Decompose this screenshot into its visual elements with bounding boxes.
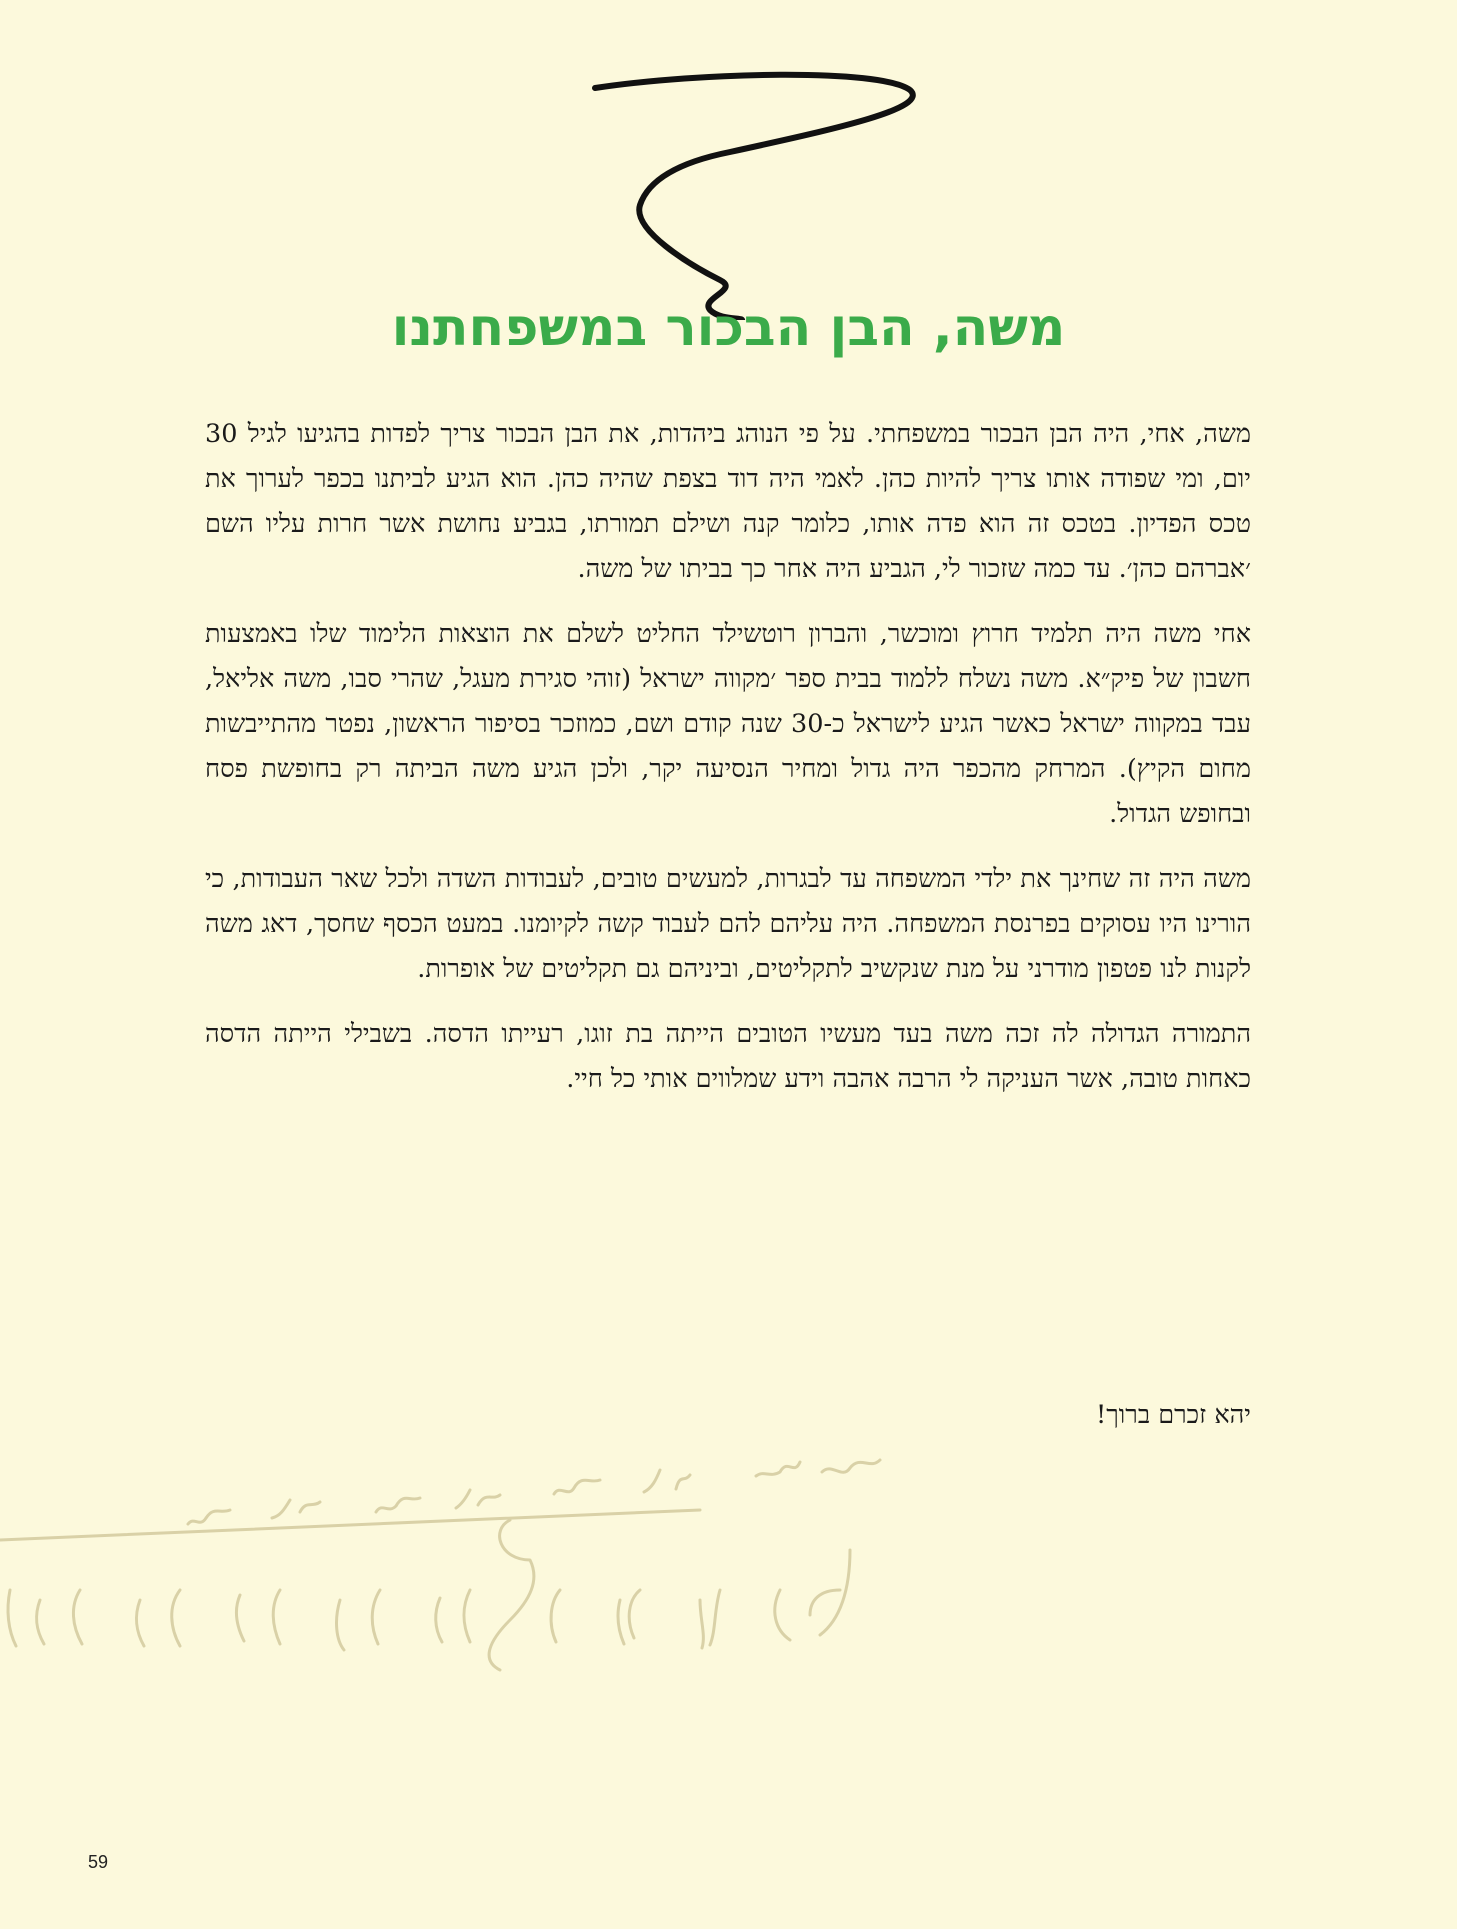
handwritten-dedication-image: [0, 1440, 920, 1760]
paragraph-4: התמורה הגדולה לה זכה משה בעד מעשיו הטובים הייתה בת זוגו, רעייתו הדסה. בשבילי הייתה הדסה כאחות טובה, אשר העניקה לי הרבה אהבה וידע שמלווים אותי כל חיי.: [205, 1019, 1251, 1094]
paragraph-2: אחי משה היה תלמיד חרוץ ומוכשר, והברון רוטשילד החליט לשלם את הוצאות הלימוד שלו באמצעות חשבון של פיק״א. משה נשלח ללמוד בבית ספר ׳מקווה ישראל (זוהי סגירת מעגל, שהרי סבו, משה אליאל, עבד במקווה ישראל כאשר הגיע לישראל כ-30 שנה קודם ושם, כמוזכר בסיפור הראשון, נפטר מהתייבשות מחום הקיץ). המרחק מהכפר היה גדול ומחיר הנסיעה יקר, ולכן הגיע משה הביתה רק בחופשת פסח ובחופש הגדול.: [205, 619, 1251, 829]
page-number: 59: [88, 1852, 109, 1872]
paragraph-1: משה, אחי, היה הבן הבכור במשפחתי. על פי הנוהג ביהדות, את הבן הבכור צריך לפדות בהגיעו לגיל 30 יום, ומי שפודה אותו צריך להיות כהן. לאמי היה דוד בצפת שהיה כהן. הוא הגיע לביתנו בכפר לערוך את טכס הפדיון. בטכס זה הוא פדה אותו, כלומר קנה ושילם תמורתו, בגביע נחושת אשר חרות עליו השם ׳אברהם כהן׳. עד כמה שזכור לי, הגביע היה אחר כך בביתו של משה.: [205, 419, 1251, 584]
paragraph-3: משה היה זה שחינך את ילדי המשפחה עד לבגרות, למעשים טובים, לעבודות השדה ולכל שאר העבודות, כי הורינו היו עסוקים בפרנסת המשפחה. היה עליהם להם לעבוד קשה לקיומנו. במעט הכסף שחסך, דאג משה לקנות לנו פטפון מודרני על מנת שנקשיב לתקליטים, וביניהם גם תקליטים של אופרות.: [205, 864, 1251, 984]
article-body: [205, 412, 1251, 1122]
decorative-squiggle: [580, 60, 940, 320]
page-title: משה, הבן הבכור במשפחתנו: [391, 298, 1066, 358]
closing-line: יהא זכרם ברוך!: [1096, 1400, 1251, 1430]
